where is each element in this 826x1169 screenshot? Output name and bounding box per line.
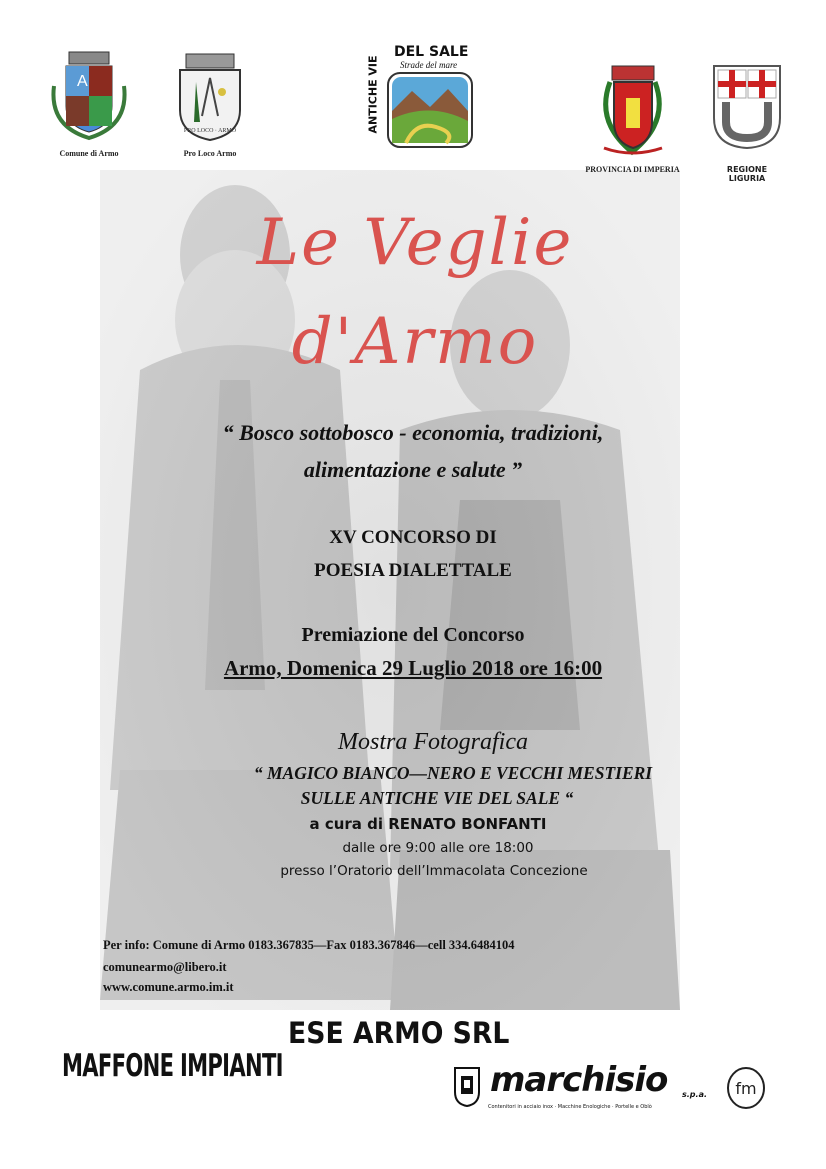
exhibition-title: Mostra Fotografica <box>338 729 528 755</box>
vie-sale-vertical-text: ANTICHE VIE <box>366 55 380 134</box>
regione-crest-icon <box>708 62 786 152</box>
contact-email: comunearmo@libero.it <box>103 960 227 974</box>
sponsor-fm-logo <box>726 1066 766 1110</box>
event-title-line-2: d'Armo <box>291 305 539 379</box>
contact-website: www.comune.armo.im.it <box>103 980 234 994</box>
sponsor-marchisio <box>452 1060 722 1120</box>
sponsor-ese-armo: ESE ARMO SRL <box>288 1016 510 1050</box>
exhibition-venue: presso l’Oratorio dell’Immacolata Concezione <box>280 863 588 879</box>
contest-line-2: POESIA DIALETTALE <box>314 560 512 581</box>
vie-sale-subtitle: Strade del mare <box>400 60 458 70</box>
sponsor-maffone-impianti: MAFFONE IMPIANTI <box>62 1048 283 1084</box>
provincia-caption: PROVINCIA DI IMPERIA <box>585 165 680 174</box>
logo-provincia-imperia <box>570 62 695 174</box>
pro-loco-caption: Pro Loco Armo <box>183 149 237 158</box>
exhibition-hours: dalle ore 9:00 alle ore 18:00 <box>342 840 534 856</box>
exhibition-line-1: “ MAGICO BIANCO—NERO E VECCHI MESTIERI <box>253 763 653 783</box>
logo-pro-loco <box>172 52 248 156</box>
comune-crest-icon <box>44 46 134 142</box>
comune-caption: Comune di Armo <box>59 149 119 158</box>
contact-info: Per info: Comune di Armo 0183.367835—Fax 0183.367846—cell 334.6484104 <box>103 938 515 952</box>
theme-line-2: alimentazione e salute ” <box>303 457 523 482</box>
fm-circle-icon <box>726 1066 766 1110</box>
contest-line-1: XV CONCORSO DI <box>329 527 497 548</box>
pro-loco-crest-icon <box>172 52 248 142</box>
svg-text:A: A <box>77 73 88 90</box>
award-date: Armo, Domenica 29 Luglio 2018 ore 16:00 <box>223 656 603 680</box>
marchisio-crest-icon <box>452 1064 482 1108</box>
svg-text:fm: fm <box>735 1079 757 1098</box>
logo-comune-di-armo <box>44 46 134 158</box>
logo-antiche-vie-del-sale <box>362 44 477 152</box>
event-title-line-1: Le Veglie <box>256 206 574 280</box>
provincia-crest-icon <box>570 62 695 156</box>
svg-text:PRO LOCO · ARMO: PRO LOCO · ARMO <box>183 128 237 134</box>
theme-line-1: “ Bosco sottobosco - economia, tradizioni, <box>222 420 604 445</box>
marchisio-tagline: Contenitori in acciaio inox · Macchine Enologiche · Portelle e Oblò <box>488 1104 652 1110</box>
vintage-photo-background <box>100 170 680 1010</box>
award-heading: Premiazione del Concorso <box>301 624 525 646</box>
marchisio-wordmark: marchisio <box>490 1060 668 1100</box>
logo-regione-liguria <box>708 62 786 183</box>
mountain-road-icon <box>386 71 474 149</box>
exhibition-curator: a cura di RENATO BONFANTI <box>309 815 547 833</box>
marchisio-spa: s.p.a. <box>682 1090 708 1099</box>
exhibition-line-2: SULLE ANTICHE VIE DEL SALE “ <box>300 788 574 808</box>
vie-sale-title: DEL SALE <box>394 44 469 60</box>
regione-caption: REGIONE LIGURIA <box>726 165 768 183</box>
